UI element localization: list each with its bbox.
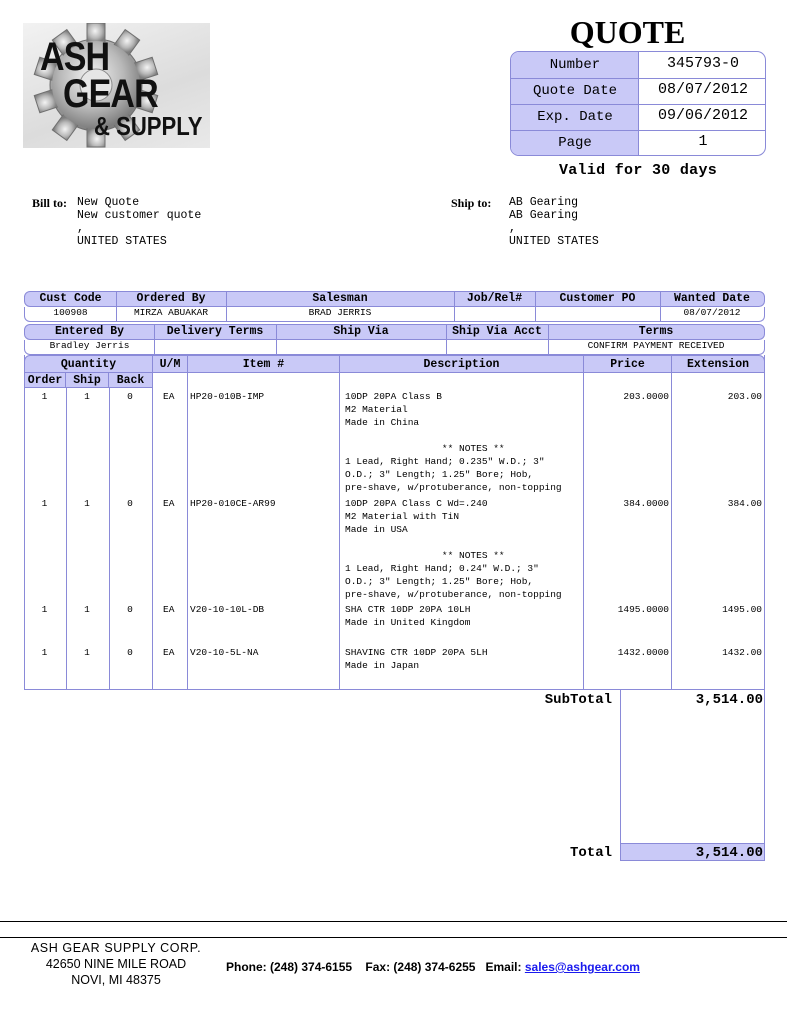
line-items-header — [24, 355, 765, 373]
item-um: EA — [163, 391, 175, 402]
extension-header: Extension — [686, 358, 750, 371]
logo-text-supply: & SUPPLY — [94, 111, 203, 141]
ship-to-label: Ship to: — [451, 196, 492, 210]
quote-number-value: 345793-0 — [666, 55, 739, 72]
back-qty-header: Back — [116, 374, 145, 387]
item-extension: 384.00 — [727, 498, 762, 509]
item-order-qty: 1 — [41, 647, 48, 658]
footer-city: NOVI, MI 48375 — [71, 973, 161, 987]
quote-info-box — [510, 51, 766, 156]
ordered-by-header: Ordered By — [136, 292, 206, 305]
order-header2-labels — [24, 324, 765, 340]
quantity-header: Quantity — [60, 358, 117, 371]
logo-text-ash: ASH — [40, 35, 110, 79]
job-rel-header: Job/Rel# — [466, 292, 523, 305]
ship-via-acct-header: Ship Via Acct — [452, 325, 542, 338]
total-value: 3,514.00 — [695, 845, 763, 861]
ordered-by-value: MIRZA ABUAKAR — [133, 307, 209, 318]
footer-phone: Phone: (248) 374-6155 — [226, 960, 353, 974]
item-description: 10DP 20PA Class B M2 Material Made in China ** NOTES ** 1 Lead, Right Hand; 0.235" W.D.; 3" O.D.; 3" Length; 1.25" Bore; Hob, pre-shave, w/protuberance, non-topping — [345, 391, 562, 493]
item-ship-qty: 1 — [84, 647, 90, 658]
order-header-labels — [24, 291, 765, 307]
item-ship-qty: 1 — [84, 498, 90, 509]
footer-company: ASH GEAR SUPPLY CORP. — [30, 941, 202, 955]
order-header2-values — [24, 340, 765, 355]
entered-by-header: Entered By — [54, 325, 124, 338]
quantity-subheader — [24, 373, 153, 388]
item-order-qty: 1 — [41, 604, 48, 615]
item-um: EA — [163, 604, 175, 615]
job-rel-value — [454, 307, 535, 321]
exp-date-label: Exp. Date — [537, 109, 613, 125]
order-qty-header: Order — [27, 374, 63, 387]
bill-to-address: New Quote New customer quote , UNITED STATES — [77, 196, 202, 248]
exp-date-row — [511, 104, 765, 130]
footer-contact — [226, 960, 640, 974]
order-header-values — [24, 307, 765, 322]
entered-by-value: Bradley Jerris — [49, 340, 130, 351]
ship-via-header: Ship Via — [333, 325, 389, 338]
table-row — [24, 646, 765, 676]
subtotal-value: 3,514.00 — [695, 692, 763, 708]
item-description: SHAVING CTR 10DP 20PA 5LH Made in Japan — [345, 647, 488, 671]
item-order-qty: 1 — [41, 498, 48, 509]
footer-street: 42650 NINE MILE ROAD — [45, 957, 187, 971]
um-header: U/M — [159, 358, 181, 371]
ship-qty-header: Ship — [73, 374, 101, 387]
salesman-header: Salesman — [312, 292, 368, 305]
quote-date-value: 08/07/2012 — [657, 81, 748, 98]
footer-divider — [0, 937, 787, 938]
item-price: 203.0000 — [623, 391, 669, 402]
item-back-qty: 0 — [127, 604, 133, 615]
terms-value: CONFIRM PAYMENT RECEIVED — [587, 340, 725, 351]
delivery-terms-header: Delivery Terms — [166, 325, 264, 338]
quote-number-row — [511, 52, 765, 78]
page-row — [511, 130, 765, 156]
ship-to-address: AB Gearing AB Gearing , UNITED STATES — [509, 196, 599, 248]
item-extension: 1432.00 — [722, 647, 762, 658]
item-ship-qty: 1 — [84, 391, 90, 402]
item-extension: 203.00 — [727, 391, 762, 402]
item-description: SHA CTR 10DP 20PA 10LH Made in United Kingdom — [345, 604, 471, 628]
wanted-date-value: 08/07/2012 — [683, 307, 741, 318]
item-um: EA — [163, 647, 175, 658]
page-value: 1 — [698, 133, 708, 150]
customer-po-header: Customer PO — [559, 292, 636, 305]
item-number: V20-10-10L-DB — [190, 604, 265, 615]
footer-fax: Fax: (248) 374-6255 — [365, 960, 476, 974]
subtotal-label: SubTotal — [544, 692, 612, 708]
item-price: 1432.0000 — [617, 647, 669, 658]
table-row — [24, 603, 765, 633]
item-back-qty: 0 — [127, 647, 133, 658]
valid-period: Valid for 30 days — [558, 162, 718, 179]
item-back-qty: 0 — [127, 498, 133, 509]
bill-to-label: Bill to: — [32, 196, 67, 210]
salesman-value: BRAD JERRIS — [308, 307, 372, 318]
quote-date-label: Quote Date — [532, 83, 617, 99]
cust-code-header: Cust Code — [39, 292, 102, 305]
total-label: Total — [569, 845, 612, 861]
document-title: QUOTE — [569, 14, 686, 50]
item-number: V20-10-5L-NA — [190, 647, 259, 658]
table-row — [24, 497, 765, 600]
item-number: HP20-010B-IMP — [190, 391, 265, 402]
item-price: 384.0000 — [623, 498, 669, 509]
item-order-qty: 1 — [41, 391, 48, 402]
delivery-terms-value — [154, 340, 276, 354]
quote-number-label: Number — [549, 57, 601, 73]
page-label: Page — [558, 135, 592, 151]
quote-date-row — [511, 78, 765, 104]
item-um: EA — [163, 498, 175, 509]
price-header: Price — [610, 358, 645, 371]
item-number-header: Item # — [242, 358, 285, 371]
footer-divider — [0, 921, 787, 922]
item-price: 1495.0000 — [617, 604, 669, 615]
description-header: Description — [423, 358, 500, 371]
cust-code-value: 100908 — [53, 307, 88, 318]
company-logo — [23, 23, 210, 148]
customer-po-value — [535, 307, 660, 321]
totals-box — [620, 690, 765, 861]
footer-email-label: Email: — [485, 960, 522, 974]
ship-via-acct-value — [446, 340, 548, 354]
item-description: 10DP 20PA Class C Wd=.240 M2 Material with TiN Made in USA ** NOTES ** 1 Lead, Right Hand; 0.24" W.D.; 3" O.D.; 3" Length; 1.25" Bore; Hob, pre-shave, w/protuberance, non-topping — [345, 498, 562, 600]
ship-via-value — [276, 340, 446, 354]
item-back-qty: 0 — [127, 391, 133, 402]
table-row — [24, 390, 765, 493]
item-number: HP20-010CE-AR99 — [190, 498, 276, 509]
exp-date-value: 09/06/2012 — [657, 107, 748, 124]
item-extension: 1495.00 — [722, 604, 762, 615]
wanted-date-header: Wanted Date — [674, 292, 750, 305]
item-ship-qty: 1 — [84, 604, 90, 615]
footer-email-link[interactable]: sales@ashgear.com — [524, 960, 640, 974]
logo-text-gear: GEAR — [63, 72, 158, 116]
terms-header: Terms — [638, 325, 674, 338]
